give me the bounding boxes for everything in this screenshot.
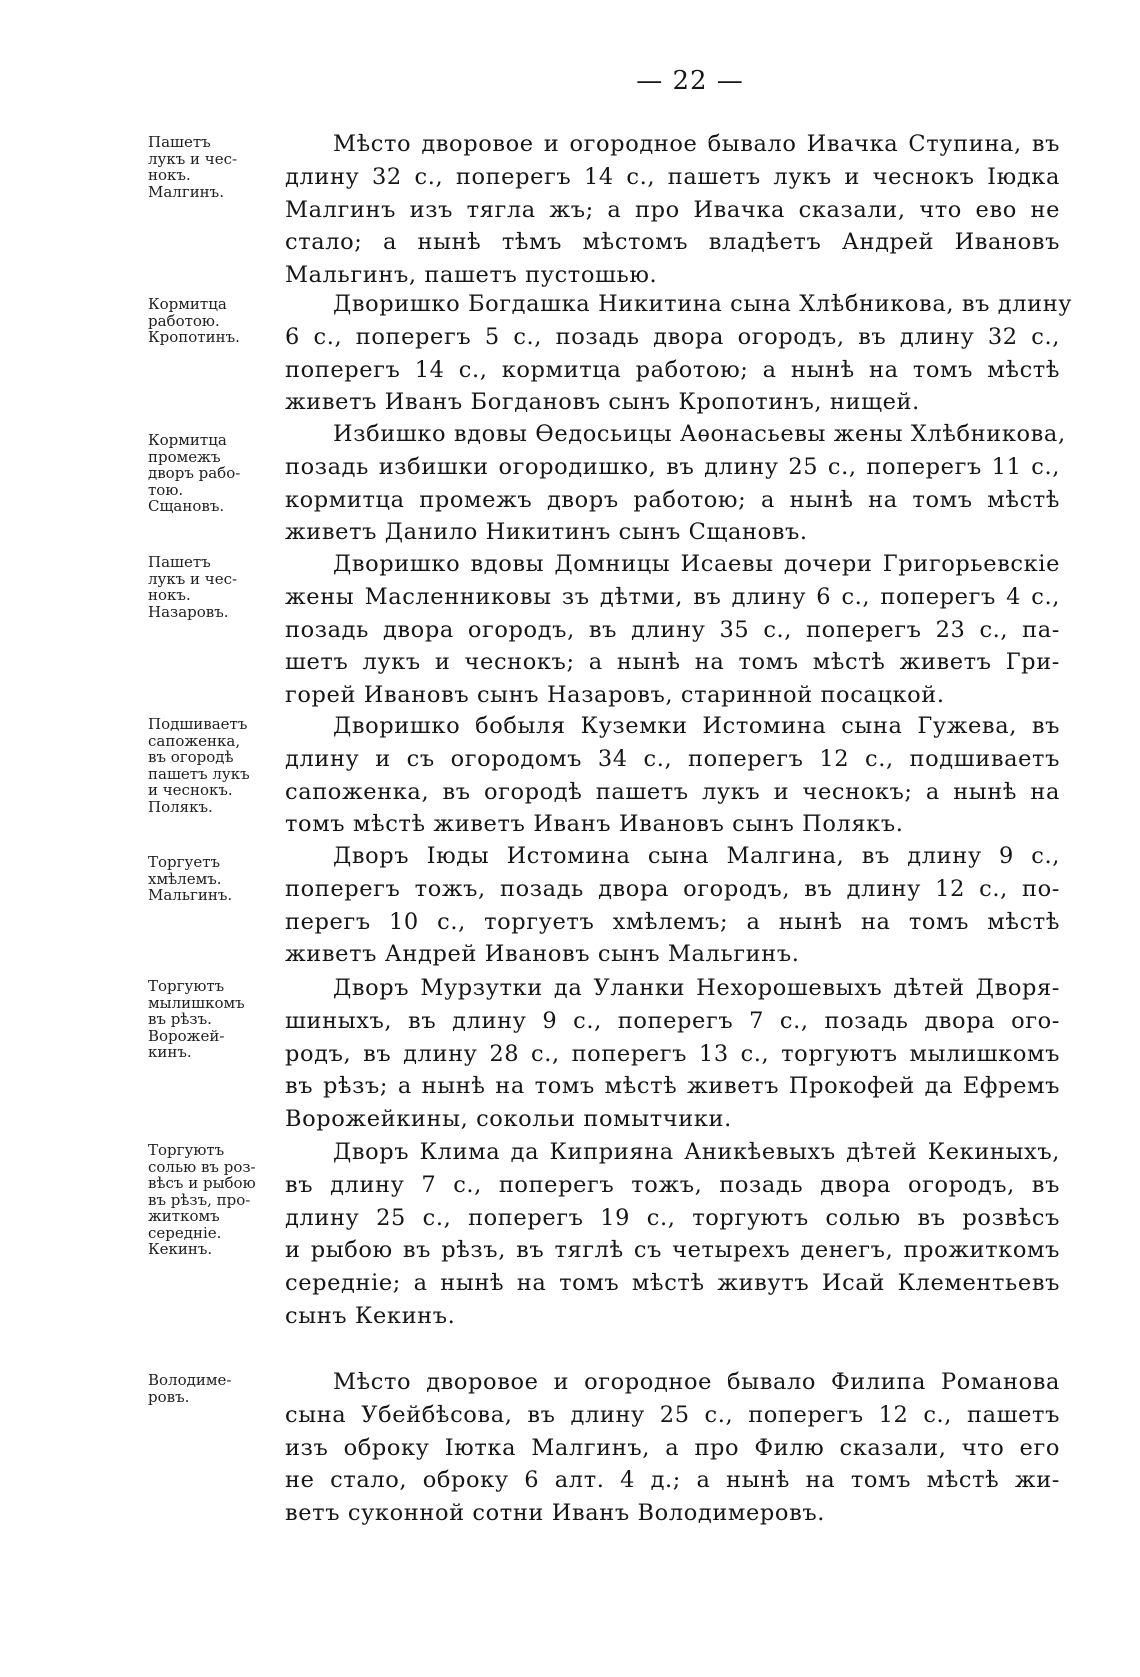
margin-note-line: въ рѣзъ. — [148, 1010, 212, 1028]
text-line: и рыбою въ рѣзъ, въ тяглѣ съ четырехъ денегъ, прожиткомъ — [285, 1237, 1060, 1264]
margin-note-line: пашетъ лукъ — [148, 764, 250, 783]
text-line: сапоженка, въ огородѣ пашетъ лукъ и чеснокъ; а нынѣ на — [285, 778, 1060, 805]
margin-note-line: солью въ роз- — [148, 1157, 256, 1176]
margin-note-line: Володиме- — [148, 1371, 232, 1389]
margin-note-line: дворъ рабо- — [148, 464, 241, 482]
text-line: горей Ивановъ сынъ Назаровъ, старинной посацкой. — [285, 682, 945, 709]
text-line: Мѣсто дворовое и огородное бывало Филипа Романова — [333, 1369, 1060, 1395]
text-line: жены Масленниковы зъ дѣтми, въ длину 6 с., поперегъ 4 с., — [285, 583, 1060, 610]
text-line: шетъ лукъ и чеснокъ; а нынѣ на томъ мѣстѣ живетъ Гри- — [285, 649, 1060, 676]
margin-note-line: Торгуетъ — [148, 853, 221, 871]
entry-paragraph — [285, 1136, 1060, 1333]
margin-note-line: Назаровъ. — [148, 602, 229, 621]
text-line: позадь двора огородъ, въ длину 35 с., поперегъ 23 с., па- — [285, 616, 1060, 643]
text-line: въ длину 7 с., поперегъ тожъ, позадь двора огородъ, въ — [285, 1171, 1060, 1198]
margin-note-line: Мальгинъ. — [148, 886, 233, 904]
margin-note-line: Подшиваетъ — [148, 715, 248, 733]
text-line: живетъ Иванъ Богдановъ сынъ Кропотинъ, нищей. — [285, 389, 920, 416]
text-line: Дворишко бобыля Куземки Истомина сына Гужева, въ — [333, 713, 1060, 739]
text-line: шиныхъ, въ длину 9 с., поперегъ 7 с., позадь двора ого- — [285, 1007, 1060, 1034]
margin-note-line: ровъ. — [148, 1387, 190, 1406]
margin-note-line: промежъ — [148, 447, 221, 466]
margin-note-line: Ворожей- — [148, 1026, 225, 1045]
margin-note — [148, 1372, 276, 1405]
margin-note-line: хмѣлемъ. — [148, 869, 222, 888]
margin-note-line: лукъ и чес- — [148, 569, 238, 588]
text-line: кормитца промежъ дворъ работою; а нынѣ на томъ мѣстѣ — [285, 486, 1060, 513]
entry-paragraph — [285, 1366, 1060, 1530]
text-line: длину 25 с., поперегъ 19 с., торгуютъ солью въ розвѣсъ — [285, 1204, 1060, 1231]
margin-note — [148, 978, 276, 1061]
text-line: поперегъ 14 с., кормитца работою; а нынѣ на томъ мѣстѣ — [285, 356, 1060, 383]
margin-note-line: Кормитца — [148, 431, 227, 449]
text-line: живетъ Данило Никитинъ сынъ Сщановъ. — [285, 519, 808, 546]
text-line: изъ оброку Іютка Малгинъ, а про Филю сказали, что его — [285, 1434, 1060, 1461]
text-line: сына Убейбѣсова, въ длину 25 с., поперегъ 12 с., пашетъ — [285, 1401, 1060, 1428]
margin-note-line: сапоженка, — [148, 731, 241, 750]
margin-note-line: Пашетъ — [148, 133, 211, 151]
entry-paragraph — [285, 548, 1060, 712]
margin-note-line: Торгуютъ — [148, 1141, 225, 1159]
margin-note — [148, 296, 276, 346]
text-line: Ворожейкины, сокольи помытчики. — [285, 1106, 732, 1133]
margin-note-line: тою. — [148, 480, 184, 499]
text-line: живетъ Андрей Ивановъ сынъ Мальгинъ. — [285, 941, 800, 968]
text-line: стало; а нынѣ тѣмъ мѣстомъ владѣетъ Андрей Ивановъ — [285, 229, 1060, 256]
margin-note-line: Малгинъ. — [148, 182, 224, 201]
margin-note-line: середніе. — [148, 1223, 222, 1242]
margin-note — [148, 554, 276, 620]
text-line: Дворъ Мурзутки да Уланки Нехорошевыхъ дѣтей Дворя- — [333, 975, 1060, 1001]
margin-note — [148, 854, 276, 904]
text-line: родъ, въ длину 28 с., поперегъ 13 с., торгуютъ мылишкомъ — [285, 1040, 1060, 1067]
entry-paragraph — [285, 288, 1073, 419]
margin-note-line: въ рѣзъ, про- — [148, 1190, 251, 1209]
margin-note-line: Кекинъ. — [148, 1240, 213, 1258]
text-line: середніе; а нынѣ на томъ мѣстѣ живутъ Исай Клементьевъ — [285, 1270, 1060, 1297]
margin-note-line: мылишкомъ — [148, 993, 245, 1012]
entry-paragraph — [285, 128, 1060, 292]
text-line: въ рѣзъ; а нынѣ на томъ мѣстѣ живетъ Прокофей да Ефремъ — [285, 1073, 1060, 1100]
text-line: поперегъ тожъ, позадь двора огородъ, въ длину 12 с., по- — [285, 875, 1060, 902]
page-number-text: — 22 — — [636, 66, 744, 96]
margin-note-line: кинъ. — [148, 1043, 192, 1061]
margin-note-line: Сщановъ. — [148, 497, 225, 515]
margin-note-line: лукъ и чес- — [148, 149, 238, 168]
text-line: сынъ Кекинъ. — [285, 1302, 456, 1329]
margin-note-line: работою. — [148, 311, 220, 330]
page-number — [0, 66, 1140, 96]
margin-note-line: нокъ. — [148, 586, 191, 604]
text-line: ветъ суконной сотни Иванъ Володимеровъ. — [285, 1500, 826, 1527]
entry-paragraph — [285, 840, 1060, 971]
margin-note-line: вѣсъ и рыбою — [148, 1174, 256, 1192]
text-line: Малгинъ изъ тягла жъ; а про Ивачка сказали, что ево не — [285, 196, 1060, 223]
text-line: Дворъ Клима да Киприяна Аникѣевыхъ дѣтей Кекиныхъ, — [333, 1139, 1060, 1165]
text-line: Дворишко вдовы Домницы Исаевы дочери Григорьевскіе — [333, 551, 1060, 577]
margin-note-line: житкомъ — [148, 1207, 220, 1225]
margin-note — [148, 432, 276, 515]
text-line: 6 с., поперегъ 5 с., позадь двора огородъ, въ длину 32 с., — [285, 323, 1060, 350]
margin-note-line: Кропотинъ. — [148, 328, 240, 346]
text-line: длину 32 с., поперегъ 14 с., пашетъ лукъ и чеснокъ Іюдка — [285, 163, 1060, 190]
margin-note-line: нокъ. — [148, 166, 191, 184]
text-line: не стало, оброку 6 алт. 4 д.; а нынѣ на томъ мѣстѣ жи- — [285, 1467, 1060, 1494]
entry-paragraph — [285, 972, 1060, 1136]
margin-note-line: въ огородѣ — [148, 748, 234, 766]
margin-note-line: Торгуютъ — [148, 977, 225, 995]
margin-note-line: Пашетъ — [148, 553, 211, 571]
margin-note-line: Кормитца — [148, 295, 227, 313]
margin-note-line: Полякъ. — [148, 797, 213, 816]
entry-paragraph — [285, 710, 1060, 841]
margin-note — [148, 1142, 276, 1258]
entry-paragraph — [285, 418, 1066, 549]
margin-note — [148, 716, 276, 815]
text-line: перегъ 10 с., торгуетъ хмѣлемъ; а нынѣ на томъ мѣстѣ — [285, 908, 1060, 935]
margin-note-line: и чеснокъ. — [148, 781, 233, 799]
margin-note — [148, 134, 276, 200]
text-line: позадь избишки огородишко, въ длину 25 с., поперегъ 11 с., — [285, 453, 1060, 480]
text-line: Дворишко Богдашка Никитина сына Хлѣбникова, въ длину — [333, 291, 1073, 317]
text-line: Мальгинъ, пашетъ пустошью. — [285, 262, 658, 289]
text-line: томъ мѣстѣ живетъ Иванъ Ивановъ сынъ Полякъ. — [285, 811, 904, 838]
text-line: Избишко вдовы Ѳедосьицы Аѳонасьевы жены Хлѣбникова, — [333, 421, 1066, 447]
text-line: Мѣсто дворовое и огородное бывало Ивачка Ступина, въ — [333, 131, 1060, 157]
text-line: Дворъ Іюды Истомина сына Малгина, въ длину 9 с., — [333, 843, 1060, 869]
text-line: длину и съ огородомъ 34 с., поперегъ 12 с., подшиваетъ — [285, 745, 1060, 772]
